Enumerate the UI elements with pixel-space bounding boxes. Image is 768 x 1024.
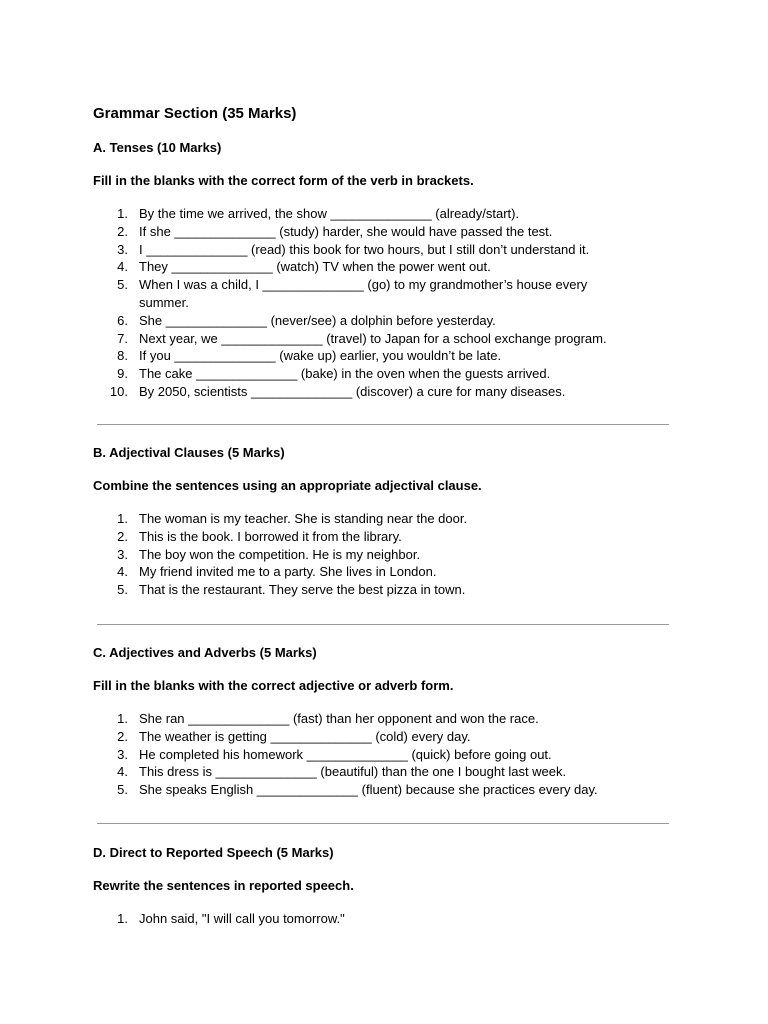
section-reported-speech (93, 845, 673, 928)
question-text: She ______________ (never/see) a dolphin before yesterday. (139, 312, 496, 328)
question-item (93, 347, 673, 365)
question-number: 3. (117, 546, 128, 562)
question-list (93, 710, 673, 799)
question-text: Next year, we ______________ (travel) to Japan for a school exchange program. (139, 330, 607, 346)
question-text: When I was a child, I ______________ (go) to my grandmother’s house every summer. (139, 277, 588, 310)
question-item (93, 312, 673, 330)
section-instruction: Fill in the blanks with the correct form of the verb in brackets. (93, 173, 474, 188)
question-number: 10. (109, 383, 128, 399)
section-heading: A. Tenses (10 Marks) (93, 140, 222, 155)
section-divider (97, 624, 669, 625)
question-number: 3. (117, 746, 128, 762)
question-text: He completed his homework ______________ (quick) before going out. (139, 746, 552, 762)
question-item (93, 546, 673, 564)
question-item (93, 728, 673, 746)
question-number: 1. (117, 511, 128, 526)
section-instruction: Fill in the blanks with the correct adjective or adverb form. (93, 678, 454, 693)
section-heading: D. Direct to Reported Speech (5 Marks) (93, 845, 334, 860)
question-number: 6. (117, 312, 128, 328)
question-list (93, 910, 673, 928)
question-item (93, 510, 673, 528)
question-number: 4. (117, 564, 128, 580)
question-item (93, 241, 673, 259)
question-text: This dress is ______________ (beautiful) than the one I bought last week. (139, 764, 567, 780)
question-text: The weather is getting ______________ (cold) every day. (139, 728, 471, 744)
question-text: The woman is my teacher. She is standing near the door. (139, 511, 468, 526)
question-item (93, 330, 673, 348)
section-instruction: Combine the sentences using an appropriate adjectival clause. (93, 478, 482, 493)
question-text: I ______________ (read) this book for two hours, but I still don’t understand it. (139, 241, 590, 257)
question-text: If she ______________ (study) harder, she would have passed the test. (139, 223, 553, 239)
question-number: 1. (117, 711, 128, 726)
question-text: By 2050, scientists ______________ (discover) a cure for many diseases. (139, 383, 566, 399)
section-adjectives-adverbs (93, 645, 673, 799)
question-number: 7. (117, 330, 128, 346)
section-heading: C. Adjectives and Adverbs (5 Marks) (93, 645, 317, 660)
question-text: My friend invited me to a party. She lives in London. (139, 564, 437, 580)
section-heading: B. Adjectival Clauses (5 Marks) (93, 445, 285, 460)
question-text: If you ______________ (wake up) earlier, you wouldn’t be late. (139, 348, 502, 364)
section-instruction: Rewrite the sentences in reported speech. (93, 878, 354, 893)
document-title: Grammar Section (35 Marks) (93, 105, 297, 122)
question-text: The cake ______________ (bake) in the oven when the guests arrived. (139, 366, 551, 382)
question-item (93, 563, 673, 581)
question-item (93, 383, 673, 401)
question-item (93, 528, 673, 546)
question-item (93, 581, 673, 599)
question-number: 1. (117, 911, 128, 926)
question-item (93, 910, 673, 928)
question-number: 8. (117, 348, 128, 364)
question-number: 9. (117, 366, 128, 382)
question-item (93, 205, 673, 223)
question-text: The boy won the competition. He is my neighbor. (139, 546, 421, 562)
question-item (93, 258, 673, 276)
question-number: 2. (117, 528, 128, 544)
section-divider (97, 823, 669, 824)
section-divider (97, 424, 669, 425)
question-list (93, 510, 673, 599)
question-item (93, 710, 673, 728)
section-adjectival-clauses (93, 445, 673, 599)
question-number: 5. (117, 582, 128, 598)
question-number: 4. (117, 764, 128, 780)
question-item (93, 746, 673, 764)
question-item (93, 365, 673, 383)
question-number: 5. (117, 277, 128, 293)
question-text: John said, "I will call you tomorrow." (139, 911, 345, 926)
question-number: 3. (117, 241, 128, 257)
question-item (93, 223, 673, 241)
question-item (93, 781, 673, 799)
question-number: 1. (117, 206, 128, 221)
question-list (93, 205, 673, 401)
question-text: By the time we arrived, the show ______________ (already/start). (139, 206, 520, 221)
question-item (93, 763, 673, 781)
question-item (93, 276, 673, 312)
question-text: This is the book. I borrowed it from the library. (139, 528, 402, 544)
question-number: 2. (117, 728, 128, 744)
question-text: She ran ______________ (fast) than her opponent and won the race. (139, 711, 539, 726)
question-number: 2. (117, 223, 128, 239)
question-text: She speaks English ______________ (fluent) because she practices every day. (139, 782, 598, 798)
section-tenses (93, 140, 673, 401)
question-text: They ______________ (watch) TV when the power went out. (139, 259, 491, 275)
question-text: That is the restaurant. They serve the best pizza in town. (139, 582, 466, 598)
question-number: 4. (117, 259, 128, 275)
question-number: 5. (117, 782, 128, 798)
